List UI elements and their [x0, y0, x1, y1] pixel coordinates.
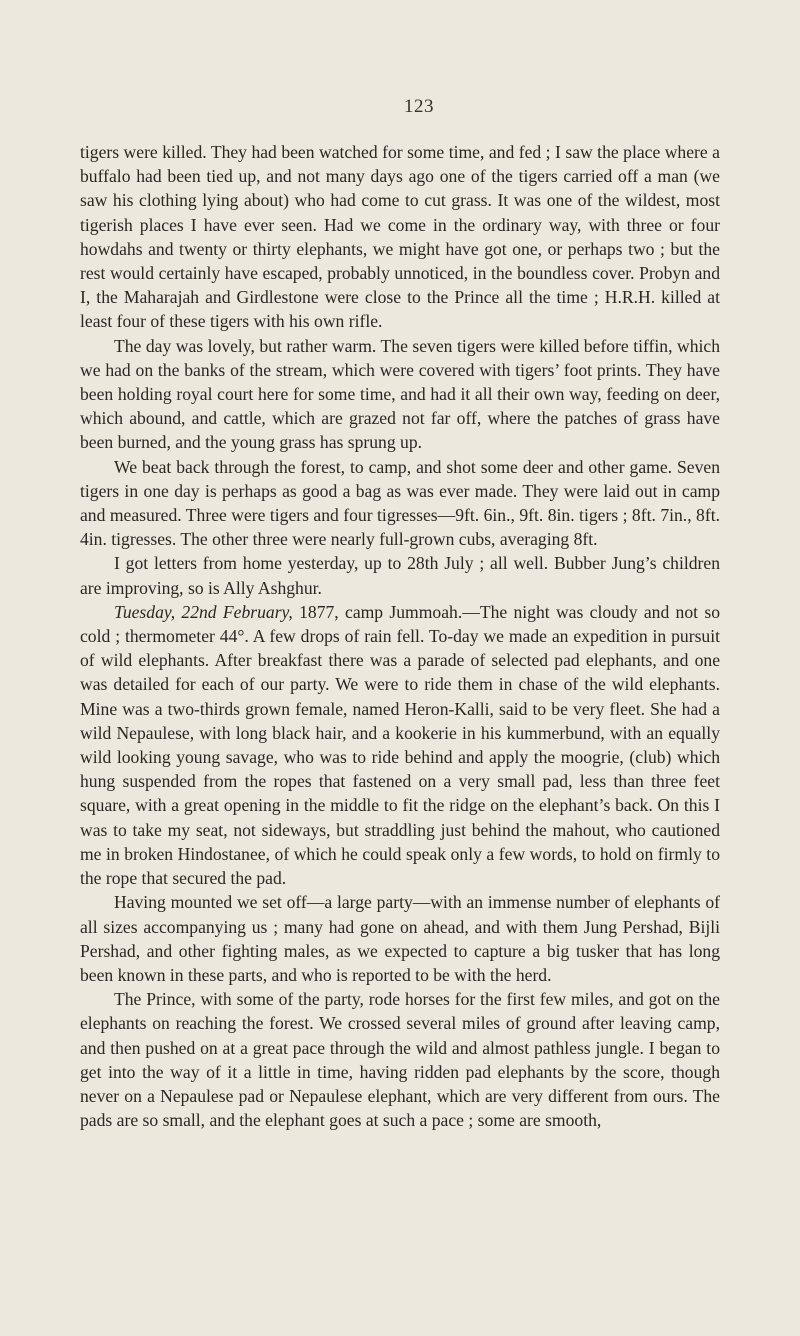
paragraph-3: We beat back through the forest, to camp, and shot some deer and other game. Seven tigers in one day is perhaps as good a bag as was ever made. They were laid out in camp and measured. Three were tigers and four tigresses—9ft. 6in., 9ft. 8in. tigers ; 8ft. 7in., 8ft. 4in. tigresses. The other three were nearly full-grown cubs, averaging 8ft. — [80, 456, 720, 550]
paragraph-7: The Prince, with some of the party, rode horses for the first few miles, and got on the elephants on reaching the forest. We crossed several miles of ground after leaving camp, and then pushed on at a great pace through the wild and almost pathless jungle. I began to get into the way of it a little in time, having ridden pad elephants by the score, though never on a Nepaulese pad or Nepaulese elephant, which are very different from ours. The pads are so small, and the elephant goes at such a pace ; some are smooth, — [80, 989, 720, 1131]
paragraph-4: I got letters from home yesterday, up to 28th July ; all well. Bubber Jung’s children are improving, so is Ally Ashghur. — [80, 553, 720, 598]
page-number: 123 — [404, 96, 434, 117]
paragraph-5-text: 1877, camp Jummoah.—The night was cloudy and not so cold ; thermometer 44°. A few drops of rain fell. To-day we made an expedition in pursuit of wild elephants. After breakfast there was a parade of selected pad elephants, and one was detailed for each of our party. We were to ride them in chase of the wild elephants. Mine was a two-thirds grown female, named Heron-Kalli, said to be very fleet. She had a wild Nepaulese, with long black hair, and a kookerie in his kummerbund, with an equally wild looking young savage, who was to ride behind and apply the moogrie, (club) which hung suspended from the ropes that fastened on a very small pad, less than three feet square, with a great opening in the middle to fit the ridge on the elephant’s back. On this I was to take my seat, not sideways, but straddling just behind the mahout, who cautioned me in broken Hindostanee, of which he could speak only a few words, to hold on firmly to the rope that secured the pad. — [80, 601, 720, 889]
paragraph-5 — [80, 600, 720, 890]
body-text — [80, 140, 720, 1132]
date-heading: Tuesday, 22nd February, — [114, 601, 293, 622]
paragraph-1: tigers were killed. They had been watched for some time, and fed ; I saw the place where a buffalo had been tied up, and not many days ago one of the tigers carried off a man (we saw his clothing lying about) who had come to cut grass. It was one of the wildest, most tigerish places I have ever seen. Had we come in the ordinary way, with three or four howdahs and twenty or thirty elephants, we might have got one, or perhaps two ; but the rest would certainly have escaped, probably unnoticed, in the boundless cover. Probyn and I, the Maharajah and Girdlestone were close to the Prince all the time ; H.R.H. killed at least four of these tigers with his own rifle. — [80, 142, 720, 332]
paragraph-2: The day was lovely, but rather warm. The seven tigers were killed before tiffin, which we had on the banks of the stream, which were covered with tigers’ foot prints. They have been holding royal court here for some time, and had it all their own way, feeding on deer, which abound, and cattle, which are grazed not far off, where the patches of grass have been burned, and the young grass has sprung up. — [80, 335, 720, 453]
paragraph-6: Having mounted we set off—a large party—with an immense number of elephants of all sizes accompanying us ; many had gone on ahead, and with them Jung Pershad, Bijli Pershad, and other fighting males, as we expected to capture a big tusker that has long been known in these parts, and who is reported to be with the herd. — [80, 892, 720, 985]
